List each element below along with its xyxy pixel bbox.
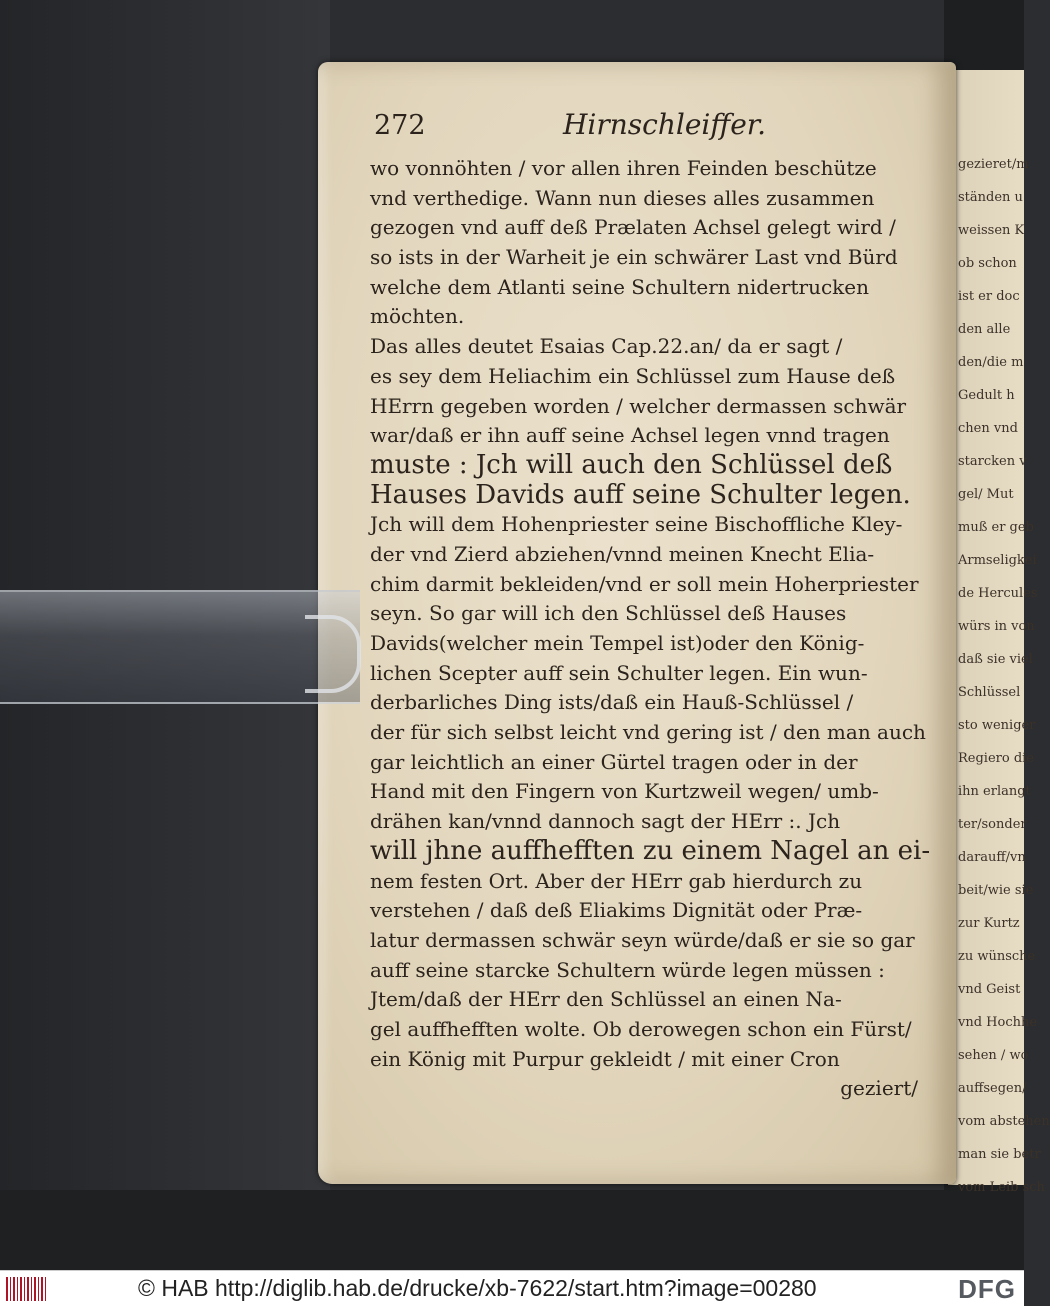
text-line: muste : Jch will auch den Schlüssel deß bbox=[370, 449, 893, 480]
text-line: will jhne auffhefften zu einem Nagel an ei- bbox=[370, 835, 931, 866]
text-line: derbarliches Ding ists/daß ein Hauß-Schlüssel / bbox=[370, 690, 854, 715]
facing-fragment: ständen u bbox=[958, 190, 1023, 205]
running-head: Hirnschleiffer. bbox=[563, 108, 766, 141]
text-line: möchten. bbox=[370, 304, 465, 329]
facing-fragment: Schlüssel bbox=[958, 685, 1021, 700]
catchword: geziert/ bbox=[840, 1076, 918, 1101]
facing-fragment: chen vnd bbox=[958, 421, 1018, 436]
text-line: so ists in der Warheit je ein schwärer Last vnd Bürd bbox=[370, 245, 898, 270]
text-line: lichen Scepter auff sein Schulter legen. Ein wun- bbox=[370, 660, 868, 685]
facing-fragment: zur Kurtz bbox=[958, 916, 1020, 931]
text-line: Das alles deutet Esaias Cap.22.an/ da er sagt / bbox=[370, 334, 843, 359]
facing-fragment: den/die m bbox=[958, 355, 1024, 370]
dfg-logo: DFG bbox=[958, 1274, 1016, 1304]
facing-fragment: würs in von bbox=[958, 619, 1035, 634]
facing-fragment: weissen K bbox=[958, 223, 1025, 238]
text-line: Jch will dem Hohenpriester seine Bischoffliche Kley- bbox=[370, 512, 903, 537]
facing-fragment: ihn erlangt bbox=[958, 784, 1031, 799]
facing-fragment: darauff/vn bbox=[958, 850, 1026, 865]
text-line: vnd verthedige. Wann nun dieses alles zusammen bbox=[370, 185, 875, 210]
facing-fragment: sehen / wo bbox=[958, 1048, 1029, 1063]
page-number: 272 bbox=[374, 110, 426, 141]
text-line: der für sich selbst leicht vnd gering ist / den man auch bbox=[370, 720, 926, 745]
text-line: gar leichtlich an einer Gürtel tragen oder in der bbox=[370, 749, 858, 774]
facing-fragment: gezieret/m bbox=[958, 157, 1029, 172]
text-line: latur dermassen schwär seyn würde/daß er sie so gar bbox=[370, 927, 915, 952]
text-line: HErrn gegeben worden / welcher dermassen schwär bbox=[370, 393, 907, 418]
facing-fragment: auffsegen/ bbox=[958, 1081, 1027, 1096]
facing-fragment: beit/wie sie bbox=[958, 883, 1034, 898]
facing-page-fragments bbox=[948, 70, 1050, 1204]
text-line: es sey dem Heliachim ein Schlüssel zum Hause deß bbox=[370, 363, 896, 388]
facing-fragment: den alle bbox=[958, 322, 1011, 337]
text-line: auff seine starcke Schultern würde legen müssen : bbox=[370, 957, 885, 982]
facing-fragment: gel/ Mut bbox=[958, 487, 1014, 502]
facing-fragment: Gedult h bbox=[958, 388, 1015, 403]
facing-fragment: vom abstehen bbox=[958, 1114, 1050, 1129]
facing-fragment: Armseligkei bbox=[958, 553, 1037, 568]
text-line: Hand mit den Fingern von Kurtzweil wegen/ umb- bbox=[370, 779, 879, 804]
facing-fragment: vnd Hochhe bbox=[958, 1015, 1038, 1030]
book-page bbox=[318, 62, 956, 1184]
facing-fragment: daß sie viel bbox=[958, 652, 1033, 667]
facing-fragment: vom Leib sch bbox=[958, 1180, 1045, 1195]
facing-fragment: ist er doc bbox=[958, 289, 1020, 304]
footer-bar bbox=[0, 1270, 1024, 1306]
page-body bbox=[370, 154, 931, 1104]
copyright-url[interactable]: © HAB http://diglib.hab.de/drucke/xb-7622/start.htm?image=00280 bbox=[138, 1275, 817, 1301]
facing-fragment: muß er geb bbox=[958, 520, 1034, 535]
text-line: drähen kan/vnnd dannoch sagt der HErr :. Jch bbox=[370, 809, 841, 834]
facing-fragment: de Hercules bbox=[958, 586, 1038, 601]
barcode-icon bbox=[6, 1277, 46, 1301]
text-line: nem festen Ort. Aber der HErr gab hierdurch zu bbox=[370, 868, 863, 893]
text-line: gel auffhefften wolte. Ob derowegen schon ein Fürst/ bbox=[370, 1016, 912, 1041]
text-line: seyn. So gar will ich den Schlüssel deß Hauses bbox=[370, 601, 847, 626]
facing-fragment: ob schon bbox=[958, 256, 1017, 271]
text-line: war/daß er ihn auff seine Achsel legen vnnd tragen bbox=[370, 423, 890, 448]
text-line: ein König mit Purpur gekleidt / mit einer Cron bbox=[370, 1046, 840, 1071]
text-line: welche dem Atlanti seine Schultern nidertrucken bbox=[370, 274, 870, 299]
text-line: wo vonnöhten / vor allen ihren Feinden beschütze bbox=[370, 156, 877, 180]
facing-fragment: Regiero die bbox=[958, 751, 1035, 766]
text-line: Jtem/daß der HErr den Schlüssel an einen Na- bbox=[370, 987, 842, 1012]
text-line: chim darmit bekleiden/vnd er soll mein Hoherpriester bbox=[370, 571, 919, 596]
facing-fragment: starcken v bbox=[958, 454, 1027, 469]
text-line: verstehen / daß deß Eliakims Dignität oder Præ- bbox=[370, 898, 863, 923]
background-bottom bbox=[0, 1190, 1024, 1270]
facing-fragment: vnd Geist bbox=[958, 982, 1021, 997]
facing-fragment: zu wünsche bbox=[958, 949, 1036, 964]
text-line: der vnd Zierd abziehen/vnnd meinen Knecht Elia- bbox=[370, 541, 875, 566]
text-line: Davids(welcher mein Tempel ist)oder den König- bbox=[370, 631, 865, 655]
facing-fragment: ter/sonder bbox=[958, 817, 1027, 832]
text-line: Hauses Davids auff seine Schulter legen. bbox=[370, 479, 911, 510]
text-line: gezogen vnd auff deß Prælaten Achsel gelegt wird / bbox=[370, 215, 896, 240]
facing-fragment: man sie betr bbox=[958, 1147, 1041, 1162]
facing-page-edge bbox=[948, 70, 1050, 1195]
facing-fragment: sto weniger bbox=[958, 718, 1036, 733]
page-holder-loop bbox=[305, 615, 361, 693]
